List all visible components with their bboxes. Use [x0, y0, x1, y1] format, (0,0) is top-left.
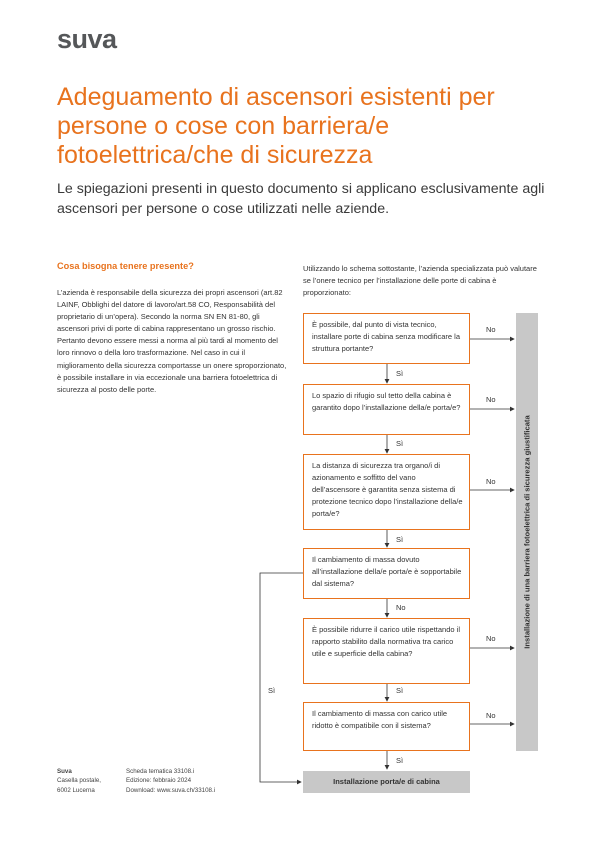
- footer-address-line: 6002 Lucerna: [57, 786, 95, 794]
- question-box-3: La distanza di sicurezza tra organo/i di azionamento e soffitto del vano dell’ascensore è garantita senza sistema di protezione tecnico dopo l’installazione della/e porta/e?: [303, 454, 470, 530]
- question-box-5: È possibile ridurre il carico utile rispettando il rapporto stabilito dalla normativa tra carico utile e superficie della cabina?: [303, 618, 470, 684]
- no-label: No: [486, 325, 496, 334]
- yes-label: Sì: [396, 756, 404, 765]
- footer-doc-line: Edizione: febbraio 2024: [126, 777, 192, 785]
- no-label: No: [486, 711, 496, 720]
- footer-doc-info: [126, 767, 215, 795]
- footer-doc-line: Scheda tematica 33108.i: [126, 768, 195, 775]
- yes-label-bypass: Sì: [268, 686, 276, 695]
- footer-address: [57, 767, 101, 795]
- footer-doc-line: Download: www.suva.ch/33108.i: [126, 786, 216, 794]
- flowchart-intro: Utilizzando lo schema sottostante, l’azienda specializzata può valutare se l’onere tecnico per l’installazione delle porte di cabina è proporzionato:: [303, 264, 537, 298]
- body-paragraph: L’azienda è responsabile della sicurezza dei propri ascensori (art.82 LAINF, Obblighi del datore di lavoro/art.58 CO, Responsabilità del proprietario di un’opera). Secondo la norma SN EN 81-80, gli ascensori privi di porte di cabina rappresentano un grosso rischio. Pertanto devono essere messi a norma al più tardi al momento del loro rinnovo o della loro trasformazione. Nel caso in cui il miglioramento della sicurezza comportasse un onere sproporzionato, è possibile installare in via eccezionale una barriera fotoelettrica di sicurezza al posto delle porte.: [57, 288, 287, 394]
- no-label: No: [486, 634, 496, 643]
- final-result-box: Installazione porta/e di cabina: [303, 771, 470, 793]
- question-box-6: Il cambiamento di massa con carico utile ridotto è compatibile con il sistema?: [303, 702, 470, 751]
- side-result-text: Installazione di una barriera fotoelettrica di sicurezza giustificata: [522, 415, 532, 649]
- yes-label: Sì: [396, 686, 404, 695]
- page-subtitle: Le spiegazioni presenti in questo documento si applicano esclusivamente agli ascensori per persone o cose utilizzati nelle aziende.: [57, 181, 545, 217]
- question-box-2: Lo spazio di rifugio sul tetto della cabina è garantito dopo l’installazione della/e porta/e?: [303, 384, 470, 435]
- yes-label: Sì: [396, 369, 404, 378]
- page-title: Adeguamento di ascensori esistenti per persone o cose con barriera/e fotoelettrica/che di sicurezza: [57, 83, 495, 169]
- question-box-4: Il cambiamento di massa dovuto all’installazione della/e porta/e è sopportabile dal sistema?: [303, 548, 470, 599]
- question-box-1: È possibile, dal punto di vista tecnico, installare porte di cabina senza modificare la struttura portante?: [303, 313, 470, 364]
- no-label: No: [486, 477, 496, 486]
- no-label: No: [396, 603, 406, 612]
- section-heading: Cosa bisogna tenere presente?: [57, 261, 194, 271]
- footer-org: Suva: [57, 768, 72, 775]
- side-result-bar: [516, 313, 538, 751]
- footer-address-line: Casella postale,: [57, 777, 102, 785]
- yes-label: Sì: [396, 439, 404, 448]
- no-label: No: [486, 395, 496, 404]
- suva-logo: suva: [57, 24, 117, 54]
- yes-label: Sì: [396, 535, 404, 544]
